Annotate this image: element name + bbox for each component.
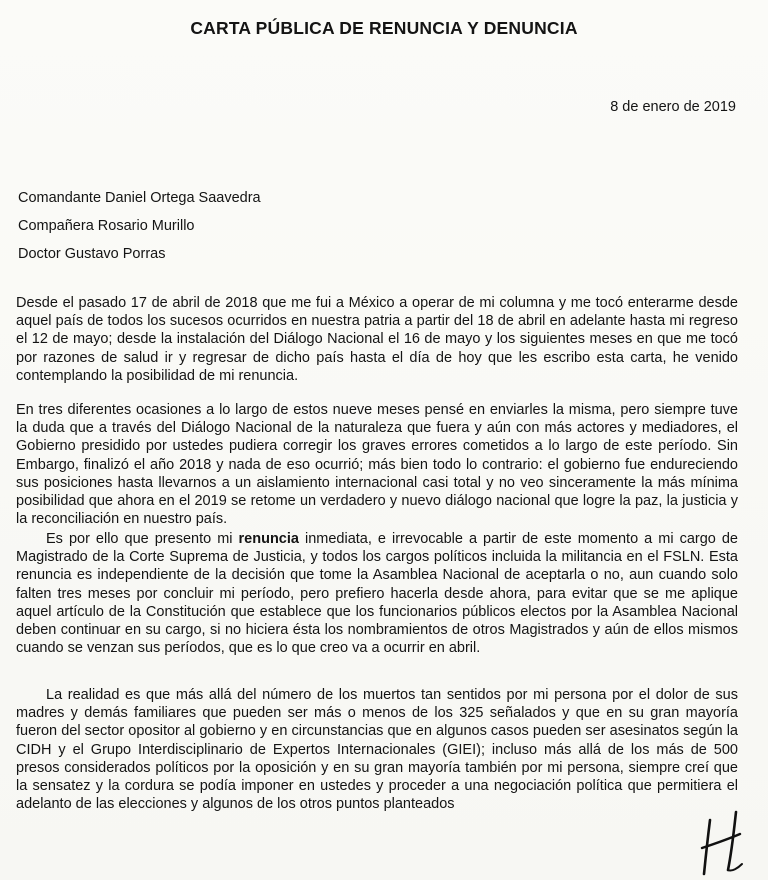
paragraph-1 — [16, 294, 738, 385]
paragraph-3-after: inmediata, e irrevocable a partir de este momento a mi cargo de Magistrado de la Corte Suprema de Justicia, y todos los cargos políticos incluida la militancia en el FSLN. Esta renuncia es independiente de la decisión que tome la Asamblea Nacional de aceptarla o no, aun cuando solo falten tres meses por concluir mi período, pero prefiero hacerla desde ahora, para evitar que se me aplique aquel artículo de la Constitución que establece que los funcionarios públicos electos por la Asamblea Nacional deben continuar en su cargo, si no hiciera ésta los nombramientos de otros Magistrados y aún de ellos mismos cuando se venzan sus períodos, que es lo que creo va a ocurrir en abril. — [16, 531, 738, 657]
paragraph-1-text: Desde el pasado 17 de abril de 2018 que me fui a México a operar de mi columna y me tocó enterarme desde aquel país de todos los sucesos ocurridos en nuestra patria a partir del 18 de abril en adelante hasta mi regreso el 12 de mayo; desde la instalación del Diálogo Nacional el 16 de mayo y los siguientes meses en que me tocó por razones de salud ir y regresar de dicho país hasta el día de hoy que les escribo esta carta, he venido contemplando la posibilidad de mi renuncia. — [16, 295, 738, 384]
recipient-2: Compañera Rosario Murillo — [18, 218, 195, 234]
paragraph-3-before: Es por ello que presento mi — [46, 531, 239, 547]
paragraph-3-text — [16, 530, 738, 657]
paragraph-3 — [16, 530, 738, 657]
recipient-3: Doctor Gustavo Porras — [18, 246, 166, 262]
letter-date: 8 de enero de 2019 — [610, 99, 736, 115]
paragraph-4 — [16, 686, 738, 813]
paragraph-4-text: La realidad es que más allá del número de los muertos tan sentidos por mi persona por el dolor de sus madres y demás familiares que pueden ser más o menos de los 325 señalados y que en su gran mayoría fueron del sector opositor al gobierno y en circunstancias que en algunos casos pueden ser asesinatos según la CIDH y el Grupo Interdisciplinario de Expertos Internacionales (GIEI); incluso más allá de los más de 500 presos considerados políticos por la oposición y en su gran mayoría también por mi persona, siempre creí que la sensatez y la cordura se podía imponer en ustedes y proceder a una negociación política que permitiera el adelanto de las elecciones y algunos de los otros puntos planteados — [16, 687, 738, 813]
recipient-1: Comandante Daniel Ortega Saavedra — [18, 190, 261, 206]
paragraph-2-text: En tres diferentes ocasiones a lo largo de estos nueve meses pensé en enviarles la misma, pero siempre tuve la duda que a través del Diálogo Nacional de la naturaleza que fuera y aún con más actores y mediadores, el Gobierno presidido por ustedes pudiera corregir los graves errores cometidos a lo largo de este período. Sin Embargo, finalizó el año 2018 y nada de eso ocurrió; más bien todo lo contrario: el gobierno fue endureciendo sus posiciones hasta llevarnos a un aislamiento internacional casi total y no veo sinceramente la más mínima posibilidad que ahora en el 2019 se retome un verdadero y nuevo diálogo nacional que logre la paz, la justicia y la reconciliación en nuestro país. — [16, 402, 738, 528]
letter-title: CARTA PÚBLICA DE RENUNCIA Y DENUNCIA — [190, 18, 578, 38]
handwritten-signature — [688, 806, 768, 880]
paragraph-3-bold: renuncia — [238, 531, 299, 547]
paragraph-2 — [16, 401, 738, 528]
